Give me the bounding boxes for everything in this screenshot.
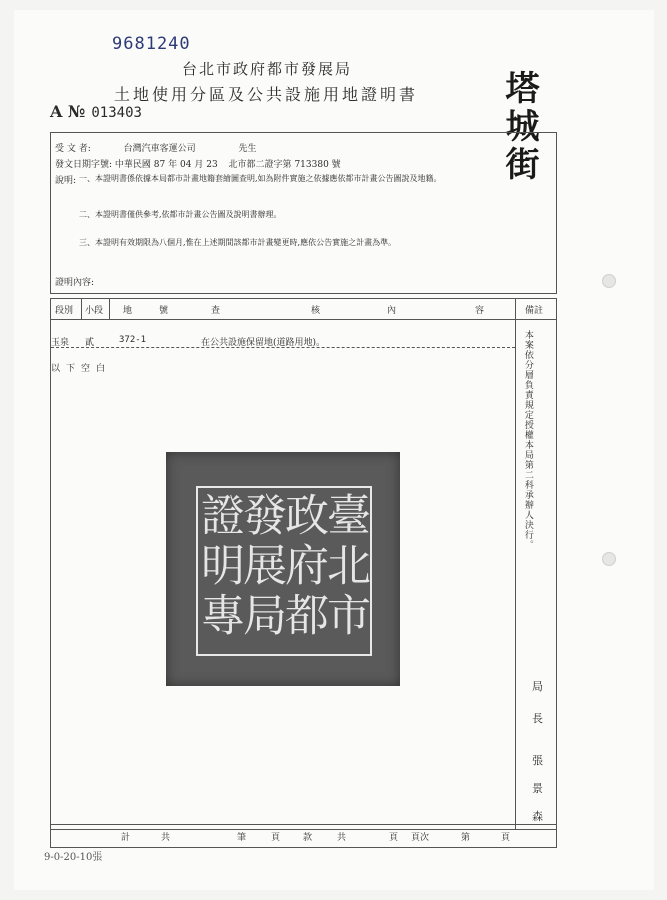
footer-page-1: 頁 (271, 833, 281, 843)
notes-label: 說明: (55, 176, 77, 186)
punch-hole (602, 274, 616, 288)
seal-column-2: 政府都 (277, 492, 328, 642)
row-subsection: 貳 (85, 338, 95, 348)
seal-column-4: 證明專 (193, 492, 244, 642)
header-inner: 內 (387, 306, 397, 316)
serial-number: 9681240 (112, 34, 191, 54)
header-divider (51, 319, 556, 320)
signer-name-1: 張 (532, 754, 543, 767)
footer-page-3: 頁 (501, 833, 511, 843)
note-2: 二、本證明書僅供參考,依都市計畫公告圖及說明書辦理。 (79, 210, 282, 219)
signer-name-2: 景 (532, 782, 543, 795)
issue-label: 發文日期字號: 中華民國 (55, 160, 151, 170)
document-page (14, 10, 654, 890)
header-land: 地 (123, 306, 133, 316)
issue-dept: 北市都二證字第 (228, 160, 292, 170)
issue-day: 23 (206, 160, 218, 170)
certificate-prefix: A № (50, 102, 86, 121)
title-zhang: 長 (532, 712, 543, 725)
recipient-name: 台灣汽車客運公司 (123, 144, 196, 154)
header-remark: 備註 (525, 306, 544, 316)
month-label: 月 (194, 160, 204, 170)
certificate-number-value: 013403 (91, 105, 142, 121)
seal-frame (193, 486, 372, 656)
footer-row (50, 824, 557, 848)
recipient-suffix: 先生 (238, 144, 257, 154)
header-number: 號 (159, 306, 169, 316)
seal-column-3: 發展局 (235, 492, 286, 642)
issuer-name: 台北市政府都市發展局 (182, 60, 353, 78)
proof-label: 證明內容: (55, 278, 95, 288)
year-label: 年 (168, 160, 178, 170)
header-content: 容 (475, 306, 485, 316)
street-name: 塔城街 (499, 70, 539, 184)
remark-divider (515, 299, 516, 829)
footer-di: 第 (461, 833, 471, 843)
punch-hole (602, 552, 616, 566)
header-check: 查 (211, 306, 221, 316)
recipient-row (55, 141, 257, 154)
title-ju: 局 (532, 680, 543, 693)
header-subsection: 小段 (85, 306, 104, 316)
header-section: 段別 (55, 306, 74, 316)
header-verify: 核 (311, 306, 321, 316)
row-section: 玉泉 (51, 338, 70, 348)
issue-row (55, 157, 341, 170)
footer-gong-1: 共 (161, 833, 171, 843)
recipient-label: 受 文 者: (55, 144, 91, 154)
note-1: 一、本證明書係依據本局都市計畫地籍套繪圖查明,如為附件實施之依據應依都市計畫公告圖說及地籍。 (79, 174, 442, 183)
footer-kuan: 款 (303, 833, 313, 843)
footer-page-seq: 頁次 (411, 833, 430, 843)
document-title: 土地使用分區及公共設施用地證明書 (114, 85, 419, 104)
note-3: 三、本證明有效期限為八個月,惟在上述期間該都市計畫變更時,應依公告實施之計畫為準。 (79, 238, 397, 247)
col-divider (109, 299, 110, 319)
info-section (50, 132, 557, 294)
footer-page-2: 頁 (389, 833, 399, 843)
signer-name-3: 森 (532, 810, 543, 823)
issue-year: 87 (153, 160, 166, 170)
footer-gong-2: 共 (337, 833, 347, 843)
official-seal (166, 452, 400, 686)
footer-bi: 筆 (237, 833, 247, 843)
certificate-number (50, 102, 142, 121)
blank-marker: 以下空白 (51, 364, 112, 374)
col-divider (81, 299, 82, 319)
remark-text: 本案依分層負責規定授權本局第二科承辦人決行。 (522, 330, 533, 550)
row-lot: 372-1 (119, 335, 147, 345)
seal-column-1: 臺北市 (319, 492, 370, 642)
issue-suffix: 號 (331, 160, 341, 170)
row-content: 在公共設施保留地(道路用地)。 (201, 338, 326, 348)
issue-month: 04 (180, 160, 192, 170)
footer-total: 計 (121, 833, 131, 843)
issue-number: 713380 (294, 160, 329, 170)
print-code: 9-0-20-10張 (44, 852, 103, 863)
